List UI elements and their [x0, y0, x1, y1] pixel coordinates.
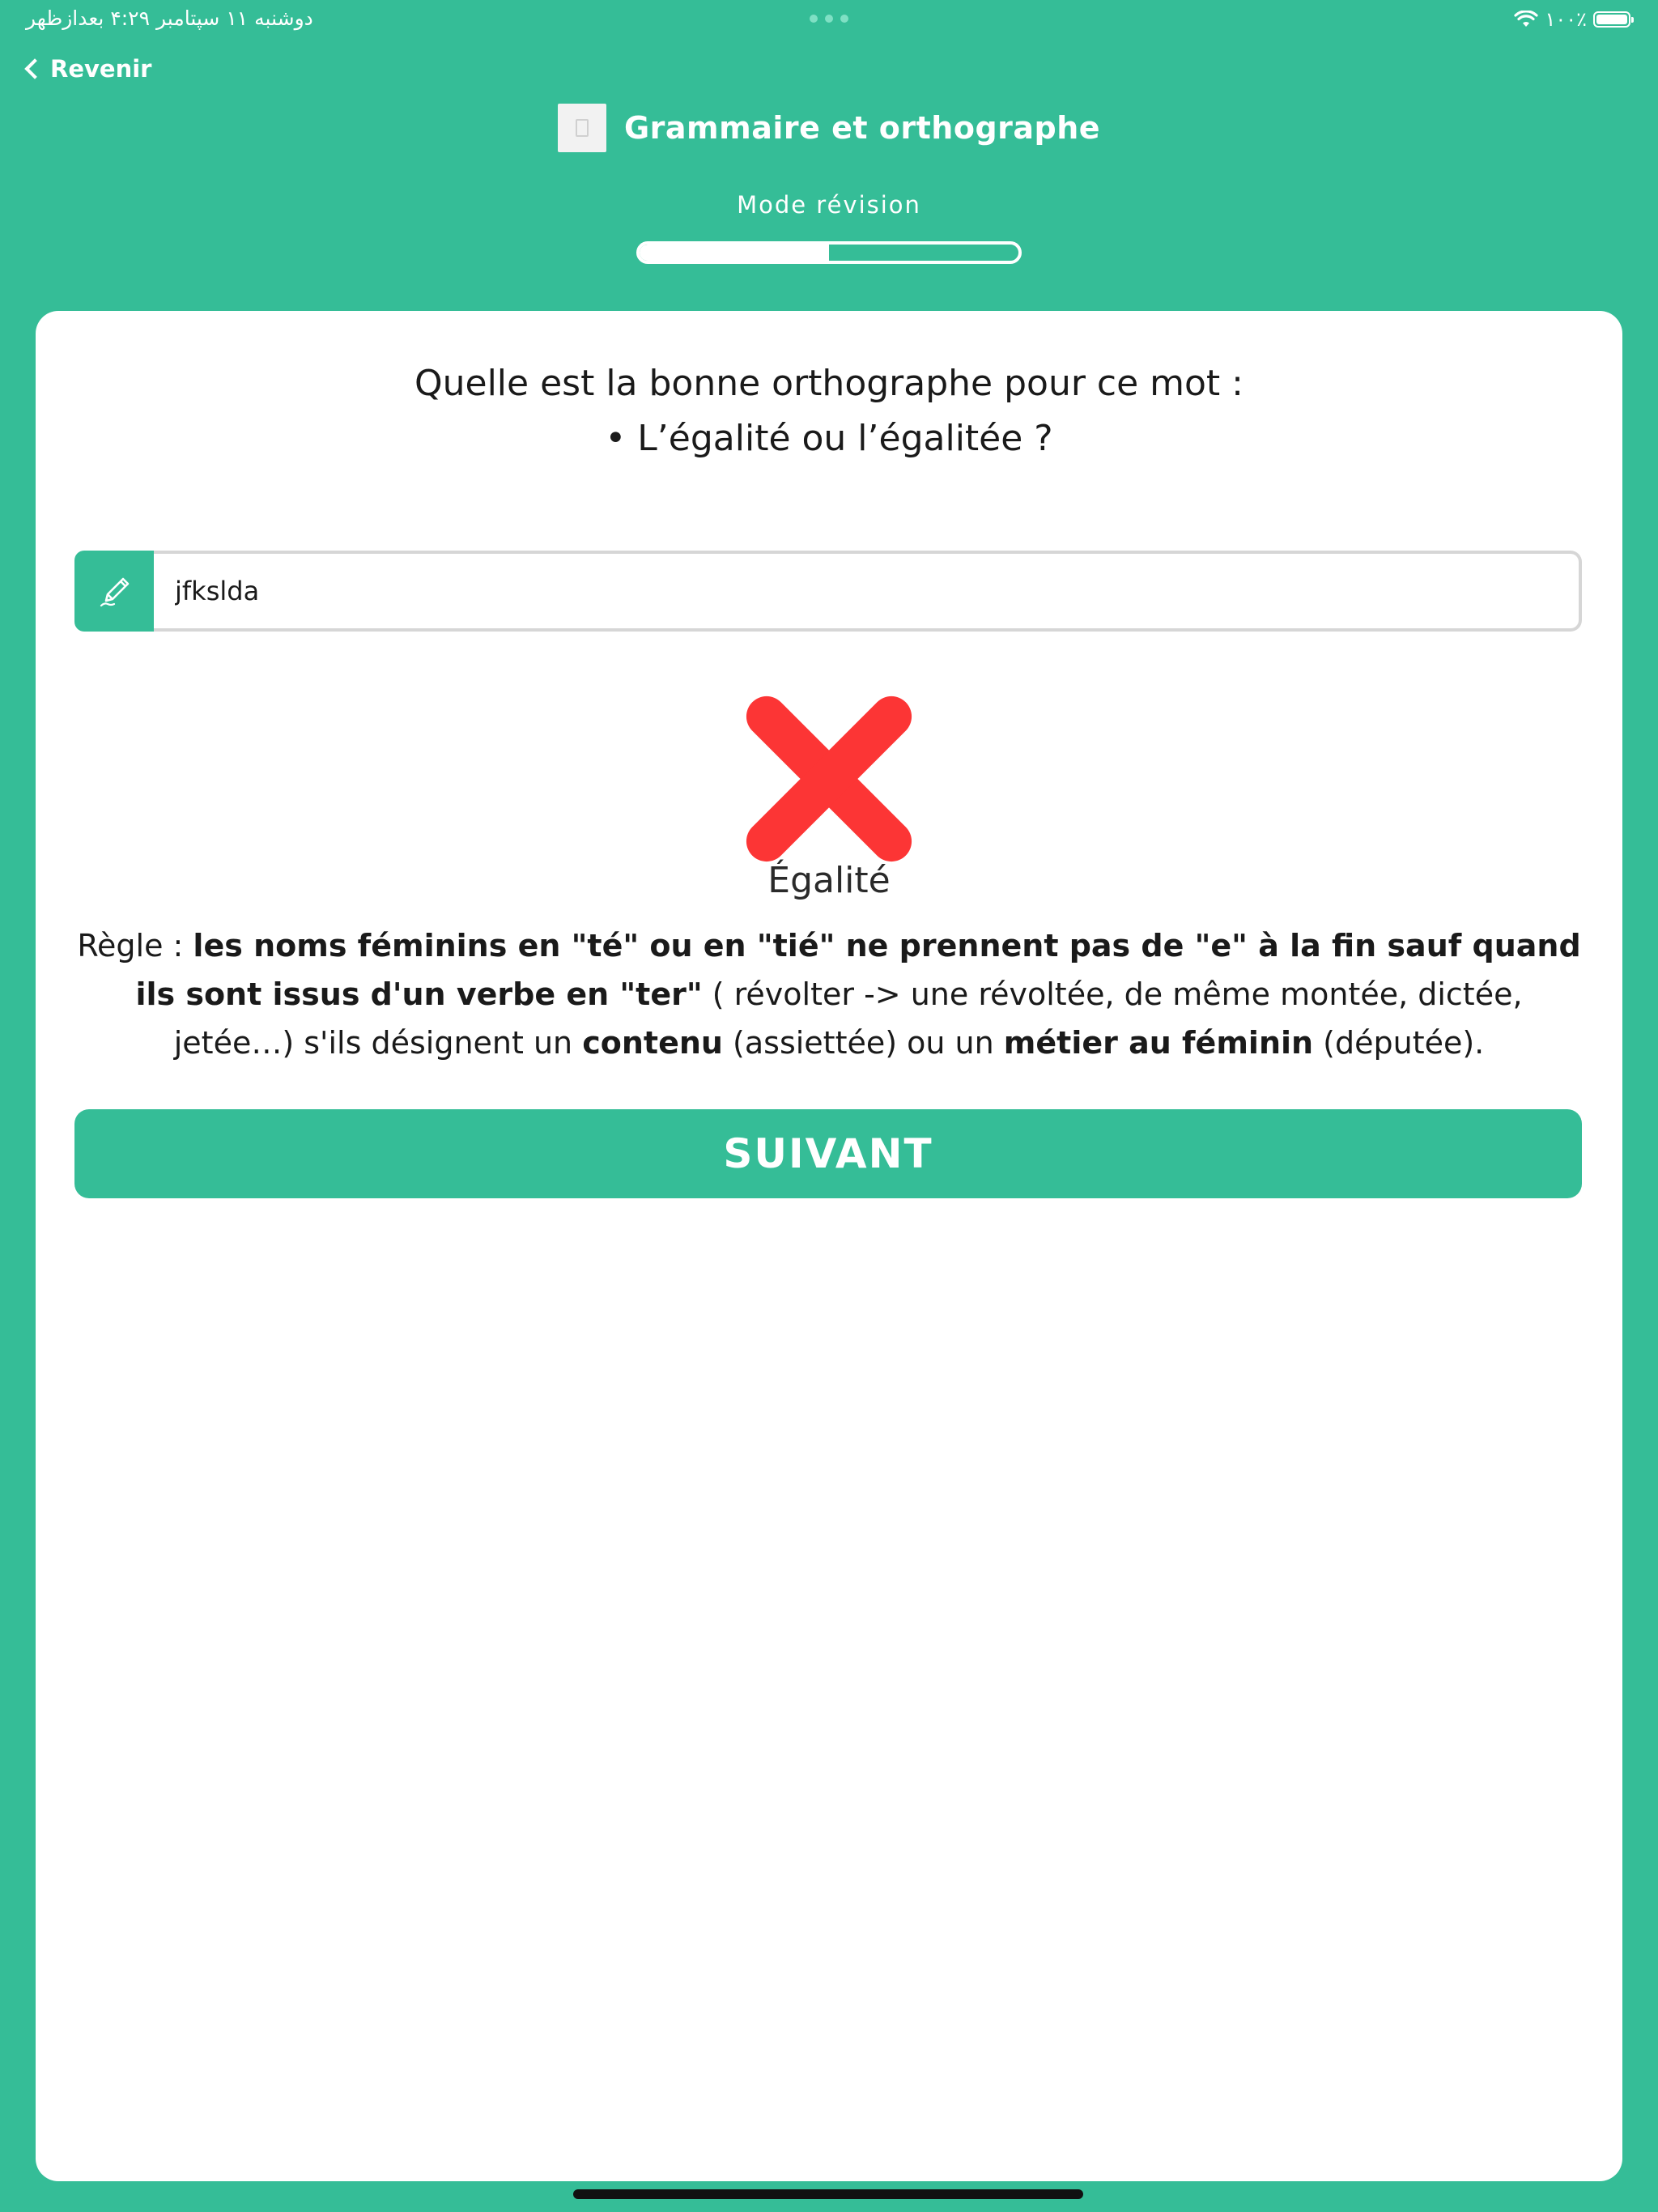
home-indicator[interactable]: [573, 2189, 1083, 2199]
rule-prefix: Règle :: [77, 928, 193, 963]
pencil-icon: [74, 551, 157, 632]
chevron-left-icon: [24, 58, 45, 79]
rule-text-1: ( révolter -> une révoltée, de même montée, dictée, jetée…) s'ils désignent un: [173, 976, 1523, 1061]
rule-bold-3: métier au féminin: [1003, 1025, 1314, 1061]
rule-text-3: (députée).: [1313, 1025, 1485, 1061]
progress-bar: [636, 241, 1022, 264]
question-line-1: Quelle est la bonne orthographe pour ce mot :: [414, 363, 1244, 404]
answer-row: [74, 551, 1582, 632]
battery-level: [1596, 15, 1627, 24]
status-right-group: [1514, 6, 1630, 32]
progress-fill: [640, 245, 829, 261]
question-text: [36, 356, 1622, 466]
mode-label: Mode révision: [737, 191, 921, 219]
status-datetime: دوشنبه ۱۱ سپتامبر ۴:۲۹ بعدازظهر: [26, 6, 313, 30]
correct-word: Égalité: [767, 860, 891, 901]
question-line-2: • L’égalité ou l’égalitée ?: [605, 418, 1053, 459]
cross-icon: [742, 691, 916, 866]
battery-icon: [1593, 11, 1630, 28]
back-button[interactable]: [23, 55, 151, 83]
wifi-icon: [1514, 11, 1538, 28]
back-button-label: Revenir: [50, 55, 152, 83]
page-header: [0, 104, 1658, 152]
next-button[interactable]: SUIVANT: [74, 1109, 1582, 1198]
answer-input[interactable]: [154, 551, 1582, 632]
status-bar: [0, 0, 1658, 39]
exercise-card: [36, 311, 1622, 2181]
rule-explanation: [76, 921, 1582, 1067]
rule-text-2: (assiettée) ou un: [722, 1025, 1004, 1061]
multitasking-dots-icon[interactable]: [810, 15, 848, 23]
page-title: Grammaire et orthographe: [623, 110, 1101, 146]
battery-percent: ۱۰۰٪: [1545, 8, 1587, 31]
rule-bold-1: les noms féminins en "té" ou en "tié" ne prennent pas de "e" à la fin sauf quand ils sont issus d'un verbe en "ter": [135, 928, 1581, 1012]
rule-bold-2: contenu: [582, 1025, 723, 1061]
category-thumbnail-icon: [558, 104, 606, 152]
